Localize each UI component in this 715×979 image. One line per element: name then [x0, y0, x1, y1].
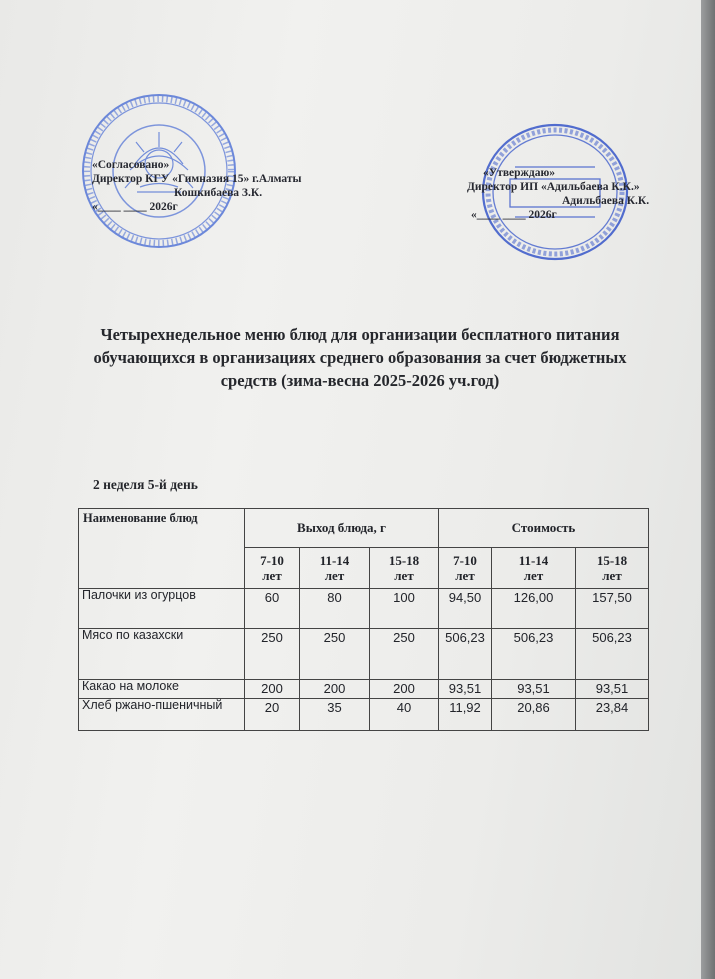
- cost-cell: 506,23: [439, 629, 492, 680]
- age-header: 15-18 лет: [576, 548, 649, 589]
- table-row: [79, 699, 649, 731]
- agreement-person: Кошкибаева З.К.: [174, 187, 263, 199]
- page-edge: [701, 0, 715, 979]
- weight-cell: 35: [300, 699, 370, 731]
- cost-cell: 93,51: [576, 680, 649, 699]
- dish-name: Палочки из огурцов: [79, 589, 245, 629]
- dish-name: Хлеб ржано-пшеничный: [79, 699, 245, 731]
- table-row: [79, 680, 649, 699]
- cost-cell: 20,86: [492, 699, 576, 731]
- agreement-position: Директор КГУ «Гимназия 15» г.Алматы: [92, 173, 302, 185]
- cost-cell: 506,23: [576, 629, 649, 680]
- weight-cell: 40: [370, 699, 439, 731]
- weight-cell: 200: [245, 680, 300, 699]
- column-group-cost: Стоимость: [439, 509, 649, 548]
- document-title: [60, 323, 660, 392]
- title-line-1: Четырехнедельное меню блюд для организации бесплатного питания: [100, 325, 620, 344]
- column-group-weight: Выход блюда, г: [245, 509, 439, 548]
- age-header: 15-18 лет: [370, 548, 439, 589]
- week-day-label: 2 неделя 5-й день: [93, 477, 198, 492]
- weight-cell: 60: [245, 589, 300, 629]
- menu-table: [78, 508, 649, 731]
- table-row: [79, 629, 649, 680]
- weight-cell: 250: [245, 629, 300, 680]
- weight-cell: 80: [300, 589, 370, 629]
- age-header: 11-14 лет: [492, 548, 576, 589]
- title-line-2: обучающихся в организациях среднего образования за счет бюджетных: [93, 348, 627, 367]
- cost-cell: 506,23: [492, 629, 576, 680]
- cost-cell: 93,51: [492, 680, 576, 699]
- age-header: 7-10 лет: [245, 548, 300, 589]
- table-row: [79, 589, 649, 629]
- weight-cell: 100: [370, 589, 439, 629]
- weight-cell: 20: [245, 699, 300, 731]
- cost-cell: 157,50: [576, 589, 649, 629]
- table-header-row: [79, 509, 649, 548]
- approval-date: «____ ____ 2026г: [471, 209, 557, 221]
- weight-cell: 200: [300, 680, 370, 699]
- agreement-date: «____ ____ 2026г: [92, 201, 178, 213]
- cost-cell: 126,00: [492, 589, 576, 629]
- cost-cell: 11,92: [439, 699, 492, 731]
- column-header-dish: Наименование блюд: [79, 509, 245, 589]
- age-header: 11-14 лет: [300, 548, 370, 589]
- approval-position: Директор ИП «Адильбаева К.К.»: [467, 181, 640, 193]
- dish-name: Какао на молоке: [79, 680, 245, 699]
- title-line-3: средств (зима-весна 2025-2026 уч.год): [220, 371, 500, 390]
- approval-person: Адильбаева К.К.: [562, 195, 650, 207]
- cost-cell: 23,84: [576, 699, 649, 731]
- agreement-block: [92, 158, 301, 214]
- cost-cell: 93,51: [439, 680, 492, 699]
- weight-cell: 250: [300, 629, 370, 680]
- dish-name: Мясо по казахски: [79, 629, 245, 680]
- agreement-heading: «Согласовано»: [92, 159, 170, 171]
- approval-block: [467, 166, 649, 222]
- weight-cell: 200: [370, 680, 439, 699]
- age-header: 7-10 лет: [439, 548, 492, 589]
- weight-cell: 250: [370, 629, 439, 680]
- cost-cell: 94,50: [439, 589, 492, 629]
- approval-heading: «Утверждаю»: [483, 167, 555, 179]
